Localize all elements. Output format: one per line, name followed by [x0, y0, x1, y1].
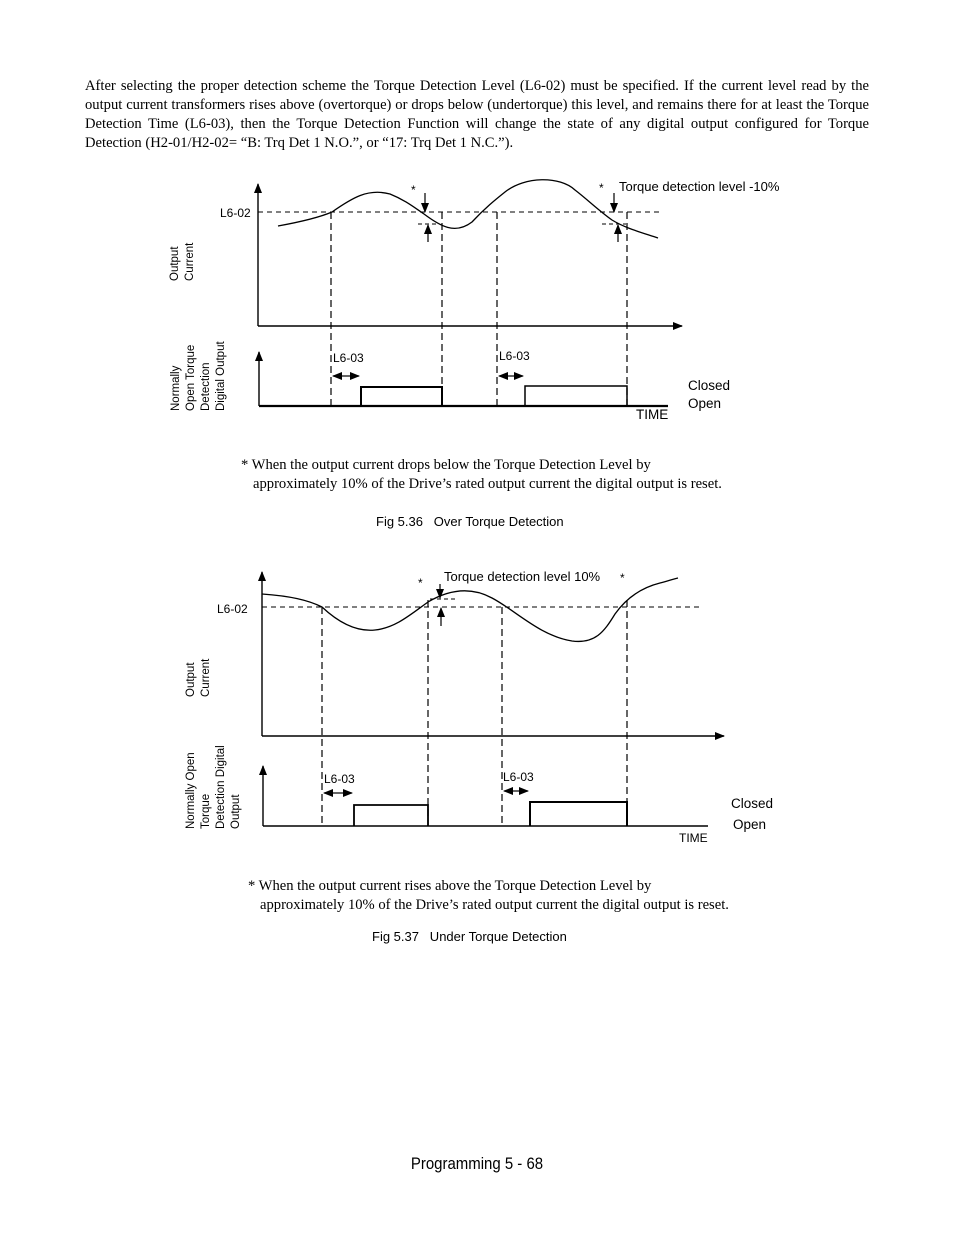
output-pulse-2 [530, 802, 627, 826]
svg-text:Output: Output [230, 794, 242, 829]
annotation-label: Torque detection level 10% [444, 569, 601, 584]
under-torque-diagram [0, 560, 954, 860]
star-marker-2: * [599, 181, 604, 195]
page-footer: Programming 5 - 68 [410, 1154, 544, 1173]
figure-caption-2: Fig 5.37 Under Torque Detection [372, 929, 567, 944]
y-axis-label: Output [169, 246, 181, 281]
closed-label: Closed [688, 378, 731, 393]
time-axis-label: TIME [636, 407, 669, 422]
svg-text:Current: Current [184, 242, 196, 281]
svg-text:Open Torque: Open Torque [185, 344, 197, 411]
level-label: L6-02 [220, 206, 251, 220]
note-1: * When the output current drops below the Torque Detection Level by approximately 10% of the Drive’s rated output current the digital output is reset. [241, 457, 722, 492]
svg-text:Detection: Detection [200, 362, 212, 411]
open-label: Open [733, 817, 767, 832]
output-pulse-1 [354, 805, 428, 826]
svg-text:Torque: Torque [200, 793, 212, 829]
time-label-1: L6-03 [333, 351, 364, 365]
annotation-label: Torque detection level -10% [619, 179, 780, 194]
y-axis-label: Output [185, 662, 197, 697]
note-2: * When the output current rises above the Torque Detection Level by approximately 10% of the Drive’s rated output current the digital output is reset. [248, 878, 729, 913]
closed-label: Closed [731, 796, 774, 811]
time-label-1: L6-03 [324, 772, 355, 786]
over-torque-diagram [0, 170, 954, 610]
output-pulse-1 [361, 387, 442, 406]
svg-text:Current: Current [200, 658, 212, 697]
output-axis-label: Normally Open [185, 752, 197, 829]
current-curve [262, 578, 678, 641]
intro-paragraph: After selecting the proper detection scheme the Torque Detection Level (L6-02) must be specified. If the current level read by the output current transformers rises above (overtorque) or drops below (undertorque) this level, and remains there for at least the Torque Detection Time (L6-03), then the Torque Detection Function will change the state of any digital output configured for Torque Detection (H2-01/H2-02= “B: Trq Det 1 N.O.”, or “17: Trq Det 1 N.C.”). [85, 78, 869, 151]
open-label: Open [688, 396, 722, 411]
star-marker-1: * [411, 183, 416, 197]
figure-caption-1: Fig 5.36 Over Torque Detection [376, 514, 564, 529]
star-marker-2: * [620, 571, 625, 585]
svg-text:Digital Output: Digital Output [215, 341, 227, 411]
time-label-2: L6-03 [499, 349, 530, 363]
output-axis-label: Normally [170, 365, 182, 411]
level-label: L6-02 [217, 602, 248, 616]
output-pulse-2 [525, 386, 627, 406]
time-label-2: L6-03 [503, 770, 534, 784]
svg-text:Detection Digital: Detection Digital [215, 745, 227, 829]
star-marker-1: * [418, 576, 423, 590]
time-axis-label: TIME [679, 831, 708, 845]
